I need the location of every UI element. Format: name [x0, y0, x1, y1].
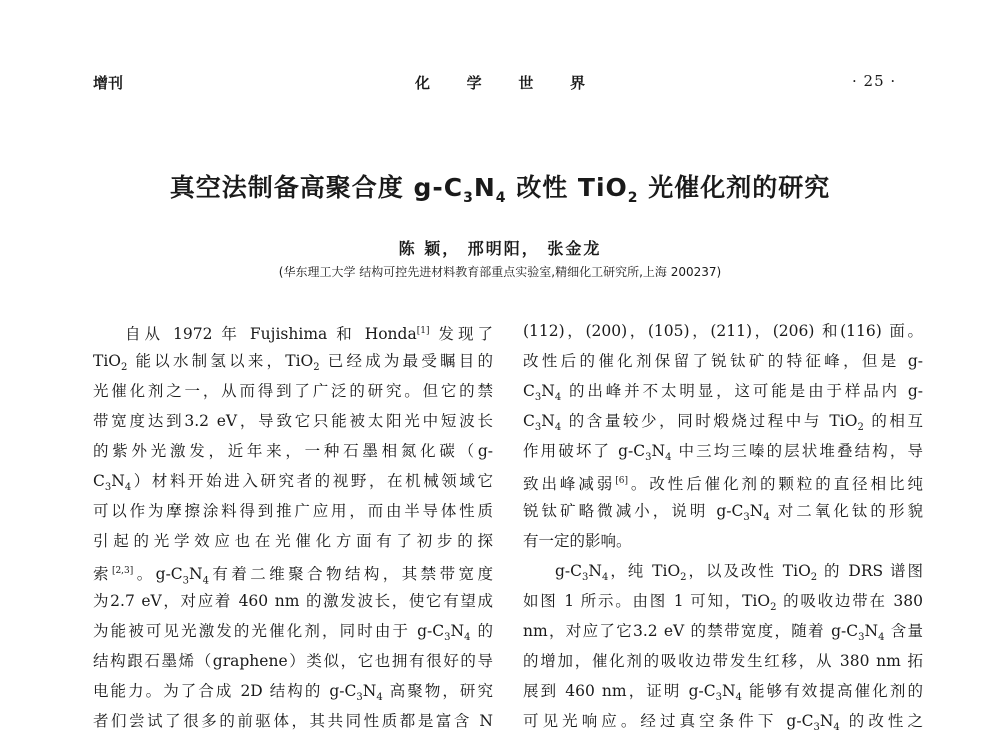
- text-line: 为2.7 eV，对应着 460 nm 的激发波长，使它有望成: [93, 592, 493, 610]
- text-line: 的增加，催化剂的吸收边带发生红移，从 380 nm 拓: [523, 652, 923, 670]
- text-line: TiO$_2$ 能以水制氢以来，TiO$_2$ 已经成为最受瞩目的: [93, 352, 493, 374]
- text-line: 致出峰减弱[6]。改性后催化剂的颗粒的直径相比纯: [523, 475, 923, 494]
- text-line: 锐钛矿略微减小，说明 $g-C_3N_4$ 对二氧化钛的形貌: [523, 502, 923, 524]
- title-part: 改性 TiO: [506, 173, 628, 202]
- paper-title: [0, 168, 1000, 206]
- text-line: 电能力。为了合成 2D 结构的 $g-C_3N_4$ 高聚物，研究: [93, 682, 493, 704]
- text-line: 自从 1972 年 Fujishima 和 Honda[1] 发现了: [125, 325, 493, 344]
- title-subscript: 4: [495, 190, 507, 206]
- affiliation: (华东理工大学 结构可控先进材料教育部重点实验室,精细化工研究所,上海 200237): [278, 265, 722, 279]
- text-line: 索[2,3]。$g-C_3N_4$有着二维聚合物结构，其禁带宽度: [93, 565, 493, 586]
- journal-name-char: 学: [466, 74, 482, 92]
- page-number: · 25 ·: [852, 72, 897, 90]
- text-line: 可见光响应。经过真空条件下 $g-C_3N_4$ 的改性之: [523, 712, 923, 734]
- title-part: N: [473, 173, 496, 202]
- text-line: $C_3N_4$）材料开始进入研究者的视野，在机械领域它: [93, 472, 493, 494]
- text-line: 有一定的影响。: [523, 532, 632, 550]
- text-line: 改性后的催化剂保留了锐钛矿的特征峰，但是 g-: [523, 352, 923, 370]
- text-line: (112)，(200)，(105)，(211)，(206) 和(116) 面。: [523, 322, 923, 340]
- journal-name-char: 世: [518, 74, 534, 92]
- text-line: $g-C_3N_4$，纯 TiO$_2$，以及改性 TiO$_2$ 的 DRS 谱图: [555, 562, 923, 584]
- title-part: 真空法制备高聚合度 g-C: [169, 173, 464, 202]
- title-part: 光催化剂的研究: [638, 173, 831, 202]
- text-line: 的紫外光激发，近年来，一种石墨相氮化碳（g-: [93, 442, 493, 460]
- text-line: 可以作为摩擦涂料得到推广应用，而由半导体性质: [93, 502, 493, 520]
- header-issue-label: 增刊: [93, 74, 124, 92]
- right-column: [523, 316, 923, 736]
- text-line: 带宽度达到3.2 eV，导致它只能被太阳光中短波长: [93, 412, 493, 430]
- journal-name: [415, 72, 585, 93]
- text-line: $C_3N_4$ 的含量较少，同时煅烧过程中与 TiO$_2$ 的相互: [523, 412, 923, 434]
- text-line: 引起的光学效应也在光催化方面有了初步的探: [93, 532, 493, 550]
- journal-name-char: 界: [569, 74, 585, 92]
- text-line: 如图 1 所示。由图 1 可知，TiO$_2$ 的吸收边带在 380: [523, 592, 923, 614]
- text-line: 结构跟石墨烯（graphene）类似，它也拥有很好的导: [93, 652, 493, 670]
- journal-name-char: 化: [415, 74, 431, 92]
- text-line: 光催化剂之一，从而得到了广泛的研究。但它的禁: [93, 382, 493, 400]
- text-line: 为能被可见光激发的光催化剂，同时由于 $g-C_3N_4$ 的: [93, 622, 493, 644]
- text-line: 作用破坏了 $g-C_3N_4$ 中三均三嗪的层状堆叠结构，导: [523, 442, 923, 464]
- text-line: nm，对应了它3.2 eV 的禁带宽度，随着 $g-C_3N_4$ 含量: [523, 622, 923, 644]
- author-list: 陈 颖， 邢明阳， 张金龙: [398, 239, 602, 258]
- left-column: [93, 316, 493, 736]
- title-subscript: 3: [463, 190, 474, 206]
- text-line: 者们尝试了很多的前驱体，其共同性质都是富含 N: [93, 712, 493, 730]
- running-header: [0, 72, 1000, 94]
- text-line: 展到 460 nm，证明 $g-C_3N_4$ 能够有效提高催化剂的: [523, 682, 923, 704]
- text-line: $C_3N_4$ 的出峰并不太明显，这可能是由于样品内 g-: [523, 382, 923, 404]
- title-subscript: 2: [627, 190, 639, 206]
